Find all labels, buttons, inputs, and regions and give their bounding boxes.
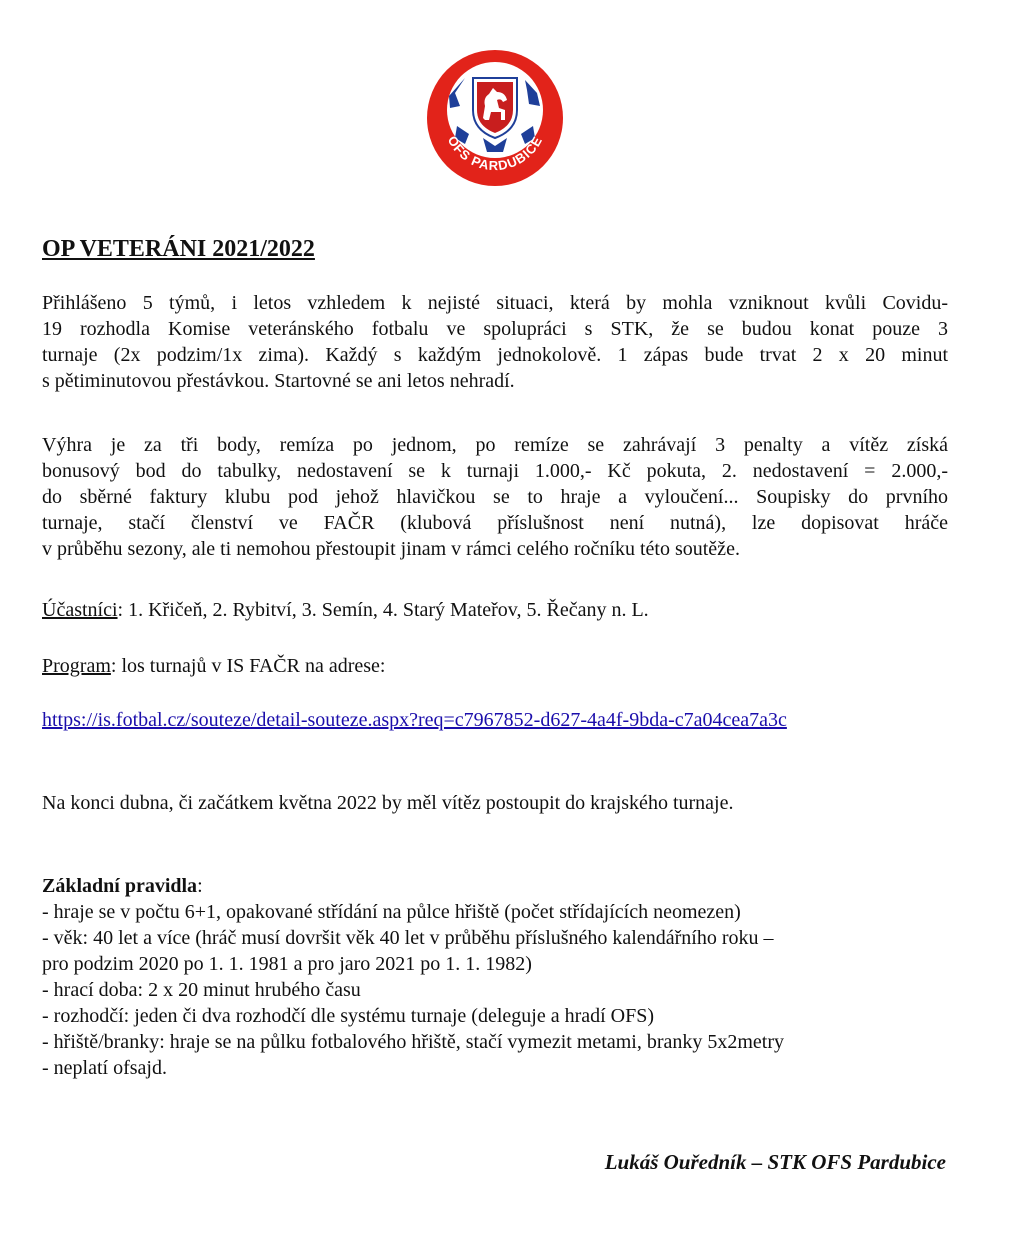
- rule-item: - hrací doba: 2 x 20 minut hrubého času: [42, 979, 361, 1001]
- participants-text: : 1. Křičeň, 2. Rybitví, 3. Semín, 4. Starý Mateřov, 5. Řečany n. L.: [117, 599, 649, 621]
- signature: Lukáš Ouředník – STK OFS Pardubice: [604, 1150, 946, 1174]
- paragraph-line: 19 rozhodla Komise veteránského fotbalu ve spolupráci s STK, že se budou konat pouze 3: [42, 318, 948, 340]
- rule-item: - rozhodčí: jeden či dva rozhodčí dle systému turnaje (deleguje a hradí OFS): [42, 1005, 655, 1027]
- document-title: OP VETERÁNI 2021/2022: [42, 236, 315, 262]
- promotion-note: Na konci dubna, či začátkem května 2022 by měl vítěz postoupit do krajského turnaje.: [42, 792, 734, 814]
- rule-item: - věk: 40 let a více (hráč musí dovršit věk 40 let v průběhu příslušného kalendářního roku –: [42, 927, 774, 949]
- paragraph-line: Výhra je za tři body, remíza po jednom, po remíze se zahrávají 3 penalty a vítěz získá: [42, 434, 948, 456]
- paragraph-line: turnaje, stačí členství ve FAČR (klubová příslušnost není nutná), lze dopisovat hráče: [42, 512, 948, 534]
- participants-line: [42, 597, 948, 623]
- paragraph-line: Přihlášeno 5 týmů, i letos vzhledem k nejisté situaci, která by mohla vzniknout kvůli Covidu-: [42, 292, 948, 314]
- rule-item: pro podzim 2020 po 1. 1. 1981 a pro jaro 2021 po 1. 1. 1982): [42, 953, 532, 975]
- rule-item: - hřiště/branky: hraje se na půlku fotbalového hřiště, stačí vymezit metami, branky 5x2metry: [42, 1031, 785, 1053]
- logo-graphic: [425, 48, 565, 188]
- basic-rules-title: Základní pravidla: [42, 875, 198, 897]
- paragraph-line: bonusový bod do tabulky, nedostavení se k turnaji 1.000,- Kč pokuta, 2. nedostavení = 2.000,-: [42, 460, 948, 482]
- participants-label: Účastníci: [42, 599, 118, 621]
- program-line: [42, 653, 948, 679]
- basic-rules-heading: [42, 873, 948, 899]
- link-line: [42, 707, 982, 733]
- basic-rules-section: [42, 873, 948, 1081]
- competition-link[interactable]: https://is.fotbal.cz/souteze/detail-souteze.aspx?req=c7967852-d627-4a4f-9bda-c7a04cea7a3c: [42, 709, 787, 731]
- paragraph-line: s pětiminutovou přestávkou. Startovné se ani letos nehradí.: [42, 370, 515, 392]
- rules-paragraph: [42, 432, 948, 562]
- program-text: : los turnajů v IS FAČR na adrese:: [110, 655, 386, 677]
- intro-paragraph: [42, 290, 948, 394]
- paragraph-line: turnaje (2x podzim/1x zima). Každý s každým jednokolově. 1 zápas bude trvat 2 x 20 minut: [42, 344, 948, 366]
- paragraph-line: do sběrné faktury klubu pod jehož hlavičkou se to hraje a vyloučení... Soupisky do prvního: [42, 486, 948, 508]
- logo-text: OFS PARDUBICE: [444, 133, 546, 174]
- rule-item: - neplatí ofsajd.: [42, 1057, 167, 1079]
- ofs-pardubice-logo: [425, 48, 565, 188]
- basic-rules-list: [42, 899, 948, 1081]
- paragraph-line: v průběhu sezony, ale ti nemohou přestoupit jinam v rámci celého ročníku této soutěže.: [42, 538, 740, 560]
- program-label: Program: [42, 655, 111, 677]
- basic-rules-colon: :: [197, 875, 203, 897]
- rule-item: - hraje se v počtu 6+1, opakované střídání na půlce hřiště (počet střídajících neomezen): [42, 901, 741, 923]
